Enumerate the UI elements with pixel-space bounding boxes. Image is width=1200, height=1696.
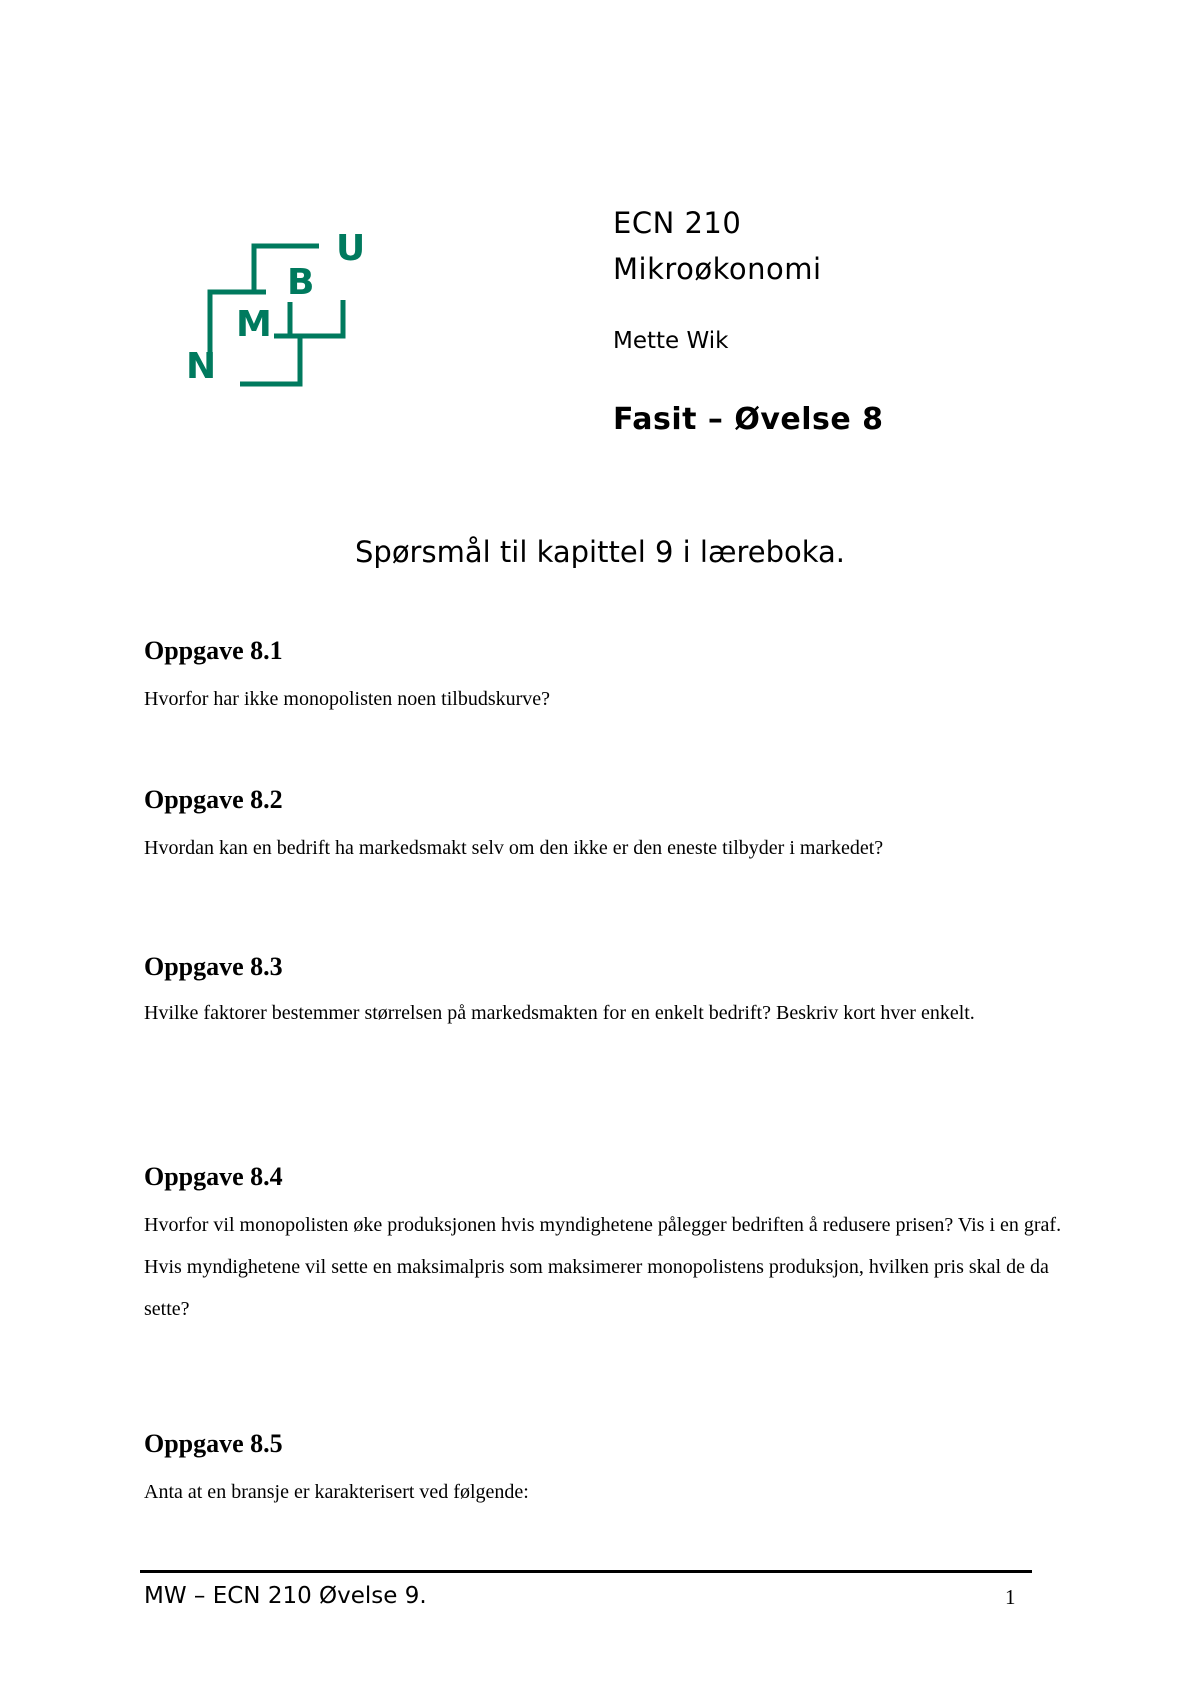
author-name: Mette Wik (613, 328, 729, 354)
task-8-5 (144, 1427, 1064, 1513)
header-block (613, 200, 1133, 440)
task-text: Hvordan kan en bedrift ha markedsmakt selv om den ikke er den eneste tilbyder i markedet? (144, 837, 884, 859)
svg-text:M: M (236, 304, 272, 345)
task-text: Hvorfor vil monopolisten øke produksjonen hvis myndighetene pålegger bedriften å redusere prisen? Vis i en graf. Hvis myndighetene vil sette en maksimalpris som maksimerer monopolistens produksjon, hvilken pris skal de da sette? (144, 1214, 1062, 1320)
svg-text:B: B (287, 262, 315, 303)
nmbu-logo-graphic (180, 232, 380, 392)
task-8-4 (144, 1160, 1064, 1330)
svg-text:U: U (336, 232, 366, 269)
course-code: ECN 210 (613, 206, 742, 240)
task-text: Anta at en bransje er karakterisert ved følgende: (144, 1481, 529, 1503)
document-subtitle: Spørsmål til kapittel 9 i læreboka. (355, 535, 845, 569)
task-heading: Oppgave 8.5 (144, 1429, 283, 1458)
svg-text:N: N (186, 346, 217, 387)
nmbu-logo (180, 232, 380, 392)
task-8-3 (144, 950, 1064, 1032)
task-8-2 (144, 783, 1064, 869)
document-title: Fasit – Øvelse 8 (613, 402, 884, 437)
task-8-1 (144, 634, 1064, 720)
task-heading: Oppgave 8.1 (144, 636, 283, 665)
course-name: Mikroøkonomi (613, 252, 822, 286)
footer-label: MW – ECN 210 Øvelse 9. (144, 1583, 427, 1609)
task-heading: Oppgave 8.4 (144, 1162, 283, 1191)
task-text: Hvorfor har ikke monopolisten noen tilbudskurve? (144, 688, 551, 710)
task-heading: Oppgave 8.3 (144, 952, 283, 981)
task-heading: Oppgave 8.2 (144, 785, 283, 814)
page-number: 1 (1005, 1585, 1016, 1609)
task-text: Hvilke faktorer bestemmer størrelsen på markedsmakten for en enkelt bedrift? Beskriv kort hver enkelt. (144, 1002, 975, 1024)
footer-divider (140, 1570, 1032, 1573)
